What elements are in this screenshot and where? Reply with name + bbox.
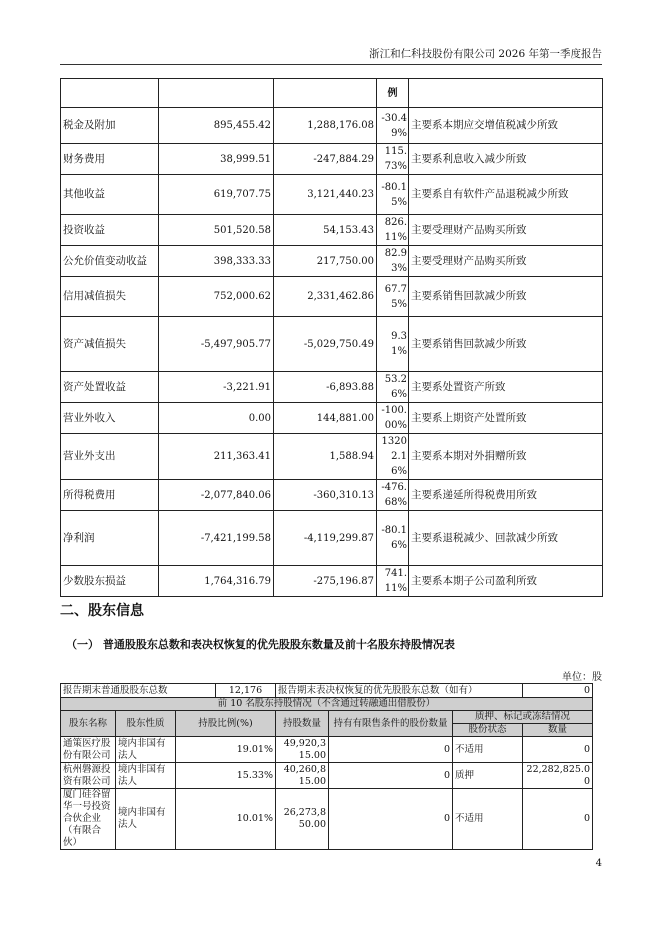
current-value-cell: -7,421,199.58 <box>159 511 274 566</box>
previous-value-cell: -275,196.87 <box>274 566 377 597</box>
item-cell: 公允价值变动收益 <box>61 246 159 277</box>
change-ratio-cell: 82.93% <box>377 246 409 277</box>
shareholder-nature: 境内非国有法人 <box>116 789 176 850</box>
reason-cell: 主要系处置资产所致 <box>409 372 603 403</box>
reason-cell: 主要系销售回款减少所致 <box>409 277 603 317</box>
section-title: 二、股东信息 <box>60 603 144 619</box>
previous-value-cell: -6,893.88 <box>274 372 377 403</box>
top10-title: 前 10 名股东持股情况（不含通过转融通出借股份） <box>61 698 593 711</box>
item-cell: 投资收益 <box>61 215 159 246</box>
change-ratio-cell: 53.26% <box>377 372 409 403</box>
table-row <box>61 144 603 175</box>
previous-value-cell: 1,588.94 <box>274 434 377 480</box>
shareholder-nature: 境内非国有法人 <box>116 763 176 789</box>
reason-cell: 主要受理财产品购买所致 <box>409 246 603 277</box>
current-value-cell: 752,000.62 <box>159 277 274 317</box>
item-cell: 其他收益 <box>61 175 159 215</box>
pledge-quantity: 0 <box>523 789 593 850</box>
current-value-cell: 211,363.41 <box>159 434 274 480</box>
reason-cell: 主要系销售回款减少所致 <box>409 317 603 372</box>
pledge-status: 不适用 <box>453 789 523 850</box>
pledge-status: 不适用 <box>453 737 523 763</box>
shareholder-name: 厦门硅谷留华一号投资合伙企业（有限合伙） <box>61 789 116 850</box>
item-cell: 少数股东损益 <box>61 566 159 597</box>
previous-value-cell: -247,884.29 <box>274 144 377 175</box>
current-value-cell: -2,077,840.06 <box>159 480 274 511</box>
table-row <box>61 277 603 317</box>
previous-value-cell: 3,121,440.23 <box>274 175 377 215</box>
col-restricted: 持有有限售条件的股份数量 <box>329 711 453 737</box>
table-row <box>61 434 603 480</box>
restricted-shares: 0 <box>329 789 453 850</box>
item-cell: 所得税费用 <box>61 480 159 511</box>
current-value-cell: 1,764,316.79 <box>159 566 274 597</box>
item-cell: 税金及附加 <box>61 108 159 144</box>
shareholder-name: 通策医疗股份有限公司 <box>61 737 116 763</box>
pledge-status: 质押 <box>453 763 523 789</box>
reason-cell: 主要系递延所得税费用所致 <box>409 480 603 511</box>
change-ratio-cell: 67.75% <box>377 277 409 317</box>
table-row <box>61 372 603 403</box>
change-ratio-cell: -100.00% <box>377 403 409 434</box>
col-shares: 持股数量 <box>276 711 329 737</box>
shares-held: 49,920,315.00 <box>276 737 329 763</box>
header-cell-ratio: 例 <box>377 79 409 108</box>
col-nature: 股东性质 <box>116 711 176 737</box>
reason-cell: 主要系本期应交增值税减少所致 <box>409 108 603 144</box>
shareholder-row <box>61 763 593 789</box>
current-value-cell: 501,520.58 <box>159 215 274 246</box>
table-row <box>61 246 603 277</box>
col-qty: 数量 <box>523 724 593 737</box>
unit-label: 单位：股 <box>562 672 602 683</box>
change-ratio-cell: -80.16% <box>377 511 409 566</box>
table-header-row <box>61 79 603 108</box>
table-row <box>61 215 603 246</box>
header-divider <box>60 64 602 65</box>
change-ratio-cell: 115.73% <box>377 144 409 175</box>
table-row <box>61 403 603 434</box>
item-cell: 资产减值损失 <box>61 317 159 372</box>
shares-held: 26,273,850.00 <box>276 789 329 850</box>
income-change-table <box>60 78 603 597</box>
pledge-quantity: 22,282,825.00 <box>523 763 593 789</box>
pref-holders-label: 报告期末表决权恢复的优先股股东总数（如有） <box>276 684 523 698</box>
shareholder-row <box>61 737 593 763</box>
current-value-cell: 619,707.75 <box>159 175 274 215</box>
current-value-cell: 895,455.42 <box>159 108 274 144</box>
change-ratio-cell: 741.11% <box>377 566 409 597</box>
item-cell: 财务费用 <box>61 144 159 175</box>
section-subtitle: （一） 普通股股东总数和表决权恢复的优先股股东数量及前十名股东持股情况表 <box>66 638 455 651</box>
page-number: 4 <box>595 858 602 869</box>
pledge-quantity: 0 <box>523 737 593 763</box>
previous-value-cell: 54,153.43 <box>274 215 377 246</box>
col-status: 股份状态 <box>453 724 523 737</box>
reason-cell: 主要系自有软件产品退税减少所致 <box>409 175 603 215</box>
item-cell: 营业外支出 <box>61 434 159 480</box>
item-cell: 营业外收入 <box>61 403 159 434</box>
current-value-cell: -3,221.91 <box>159 372 274 403</box>
previous-value-cell: 144,881.00 <box>274 403 377 434</box>
reason-cell: 主要受理财产品购买所致 <box>409 215 603 246</box>
previous-value-cell: 2,331,462.86 <box>274 277 377 317</box>
reason-cell: 主要系上期资产处置所致 <box>409 403 603 434</box>
reason-cell: 主要系本期子公司盈利所致 <box>409 566 603 597</box>
reason-cell: 主要系利息收入减少所致 <box>409 144 603 175</box>
shareholder-nature: 境内非国有法人 <box>116 737 176 763</box>
shareholder-row <box>61 789 593 850</box>
item-cell: 资产处置收益 <box>61 372 159 403</box>
table-row <box>61 317 603 372</box>
previous-value-cell: 217,750.00 <box>274 246 377 277</box>
item-cell: 净利润 <box>61 511 159 566</box>
holding-ratio: 10.01% <box>176 789 276 850</box>
current-value-cell: 38,999.51 <box>159 144 274 175</box>
previous-value-cell: -5,029,750.49 <box>274 317 377 372</box>
shareholder-name: 杭州磐源投资有限公司 <box>61 763 116 789</box>
change-ratio-cell: -30.49% <box>377 108 409 144</box>
shareholder-table <box>60 683 593 850</box>
col-name: 股东名称 <box>61 711 116 737</box>
current-value-cell: 0.00 <box>159 403 274 434</box>
change-ratio-cell: 9.31% <box>377 317 409 372</box>
current-value-cell: -5,497,905.77 <box>159 317 274 372</box>
holding-ratio: 15.33% <box>176 763 276 789</box>
total-holders-label: 报告期末普通股股东总数 <box>61 684 216 698</box>
restricted-shares: 0 <box>329 763 453 789</box>
report-header-title: 浙江和仁科技股份有限公司 2026 年第一季度报告 <box>369 48 602 60</box>
top10-title-row <box>61 698 593 711</box>
total-holders-value: 12,176 <box>216 684 276 698</box>
previous-value-cell: -4,119,299.87 <box>274 511 377 566</box>
col-pledge: 质押、标记或冻结情况 <box>453 711 593 724</box>
previous-value-cell: -360,310.13 <box>274 480 377 511</box>
item-cell: 信用减值损失 <box>61 277 159 317</box>
change-ratio-cell: 826.11% <box>377 215 409 246</box>
table-row <box>61 108 603 144</box>
previous-value-cell: 1,288,176.08 <box>274 108 377 144</box>
summary-row <box>61 684 593 698</box>
shares-held: 40,260,815.00 <box>276 763 329 789</box>
holding-ratio: 19.01% <box>176 737 276 763</box>
pref-holders-value: 0 <box>523 684 593 698</box>
restricted-shares: 0 <box>329 737 453 763</box>
change-ratio-cell: 13202.16% <box>377 434 409 480</box>
change-ratio-cell: -80.15% <box>377 175 409 215</box>
table-row <box>61 175 603 215</box>
reason-cell: 主要系退税减少、回款减少所致 <box>409 511 603 566</box>
table-row <box>61 566 603 597</box>
current-value-cell: 398,333.33 <box>159 246 274 277</box>
table-row <box>61 511 603 566</box>
reason-cell: 主要系本期对外捐赠所致 <box>409 434 603 480</box>
change-ratio-cell: -476.68% <box>377 480 409 511</box>
table-row <box>61 480 603 511</box>
column-header-row <box>61 711 593 724</box>
col-ratio: 持股比例(%) <box>176 711 276 737</box>
